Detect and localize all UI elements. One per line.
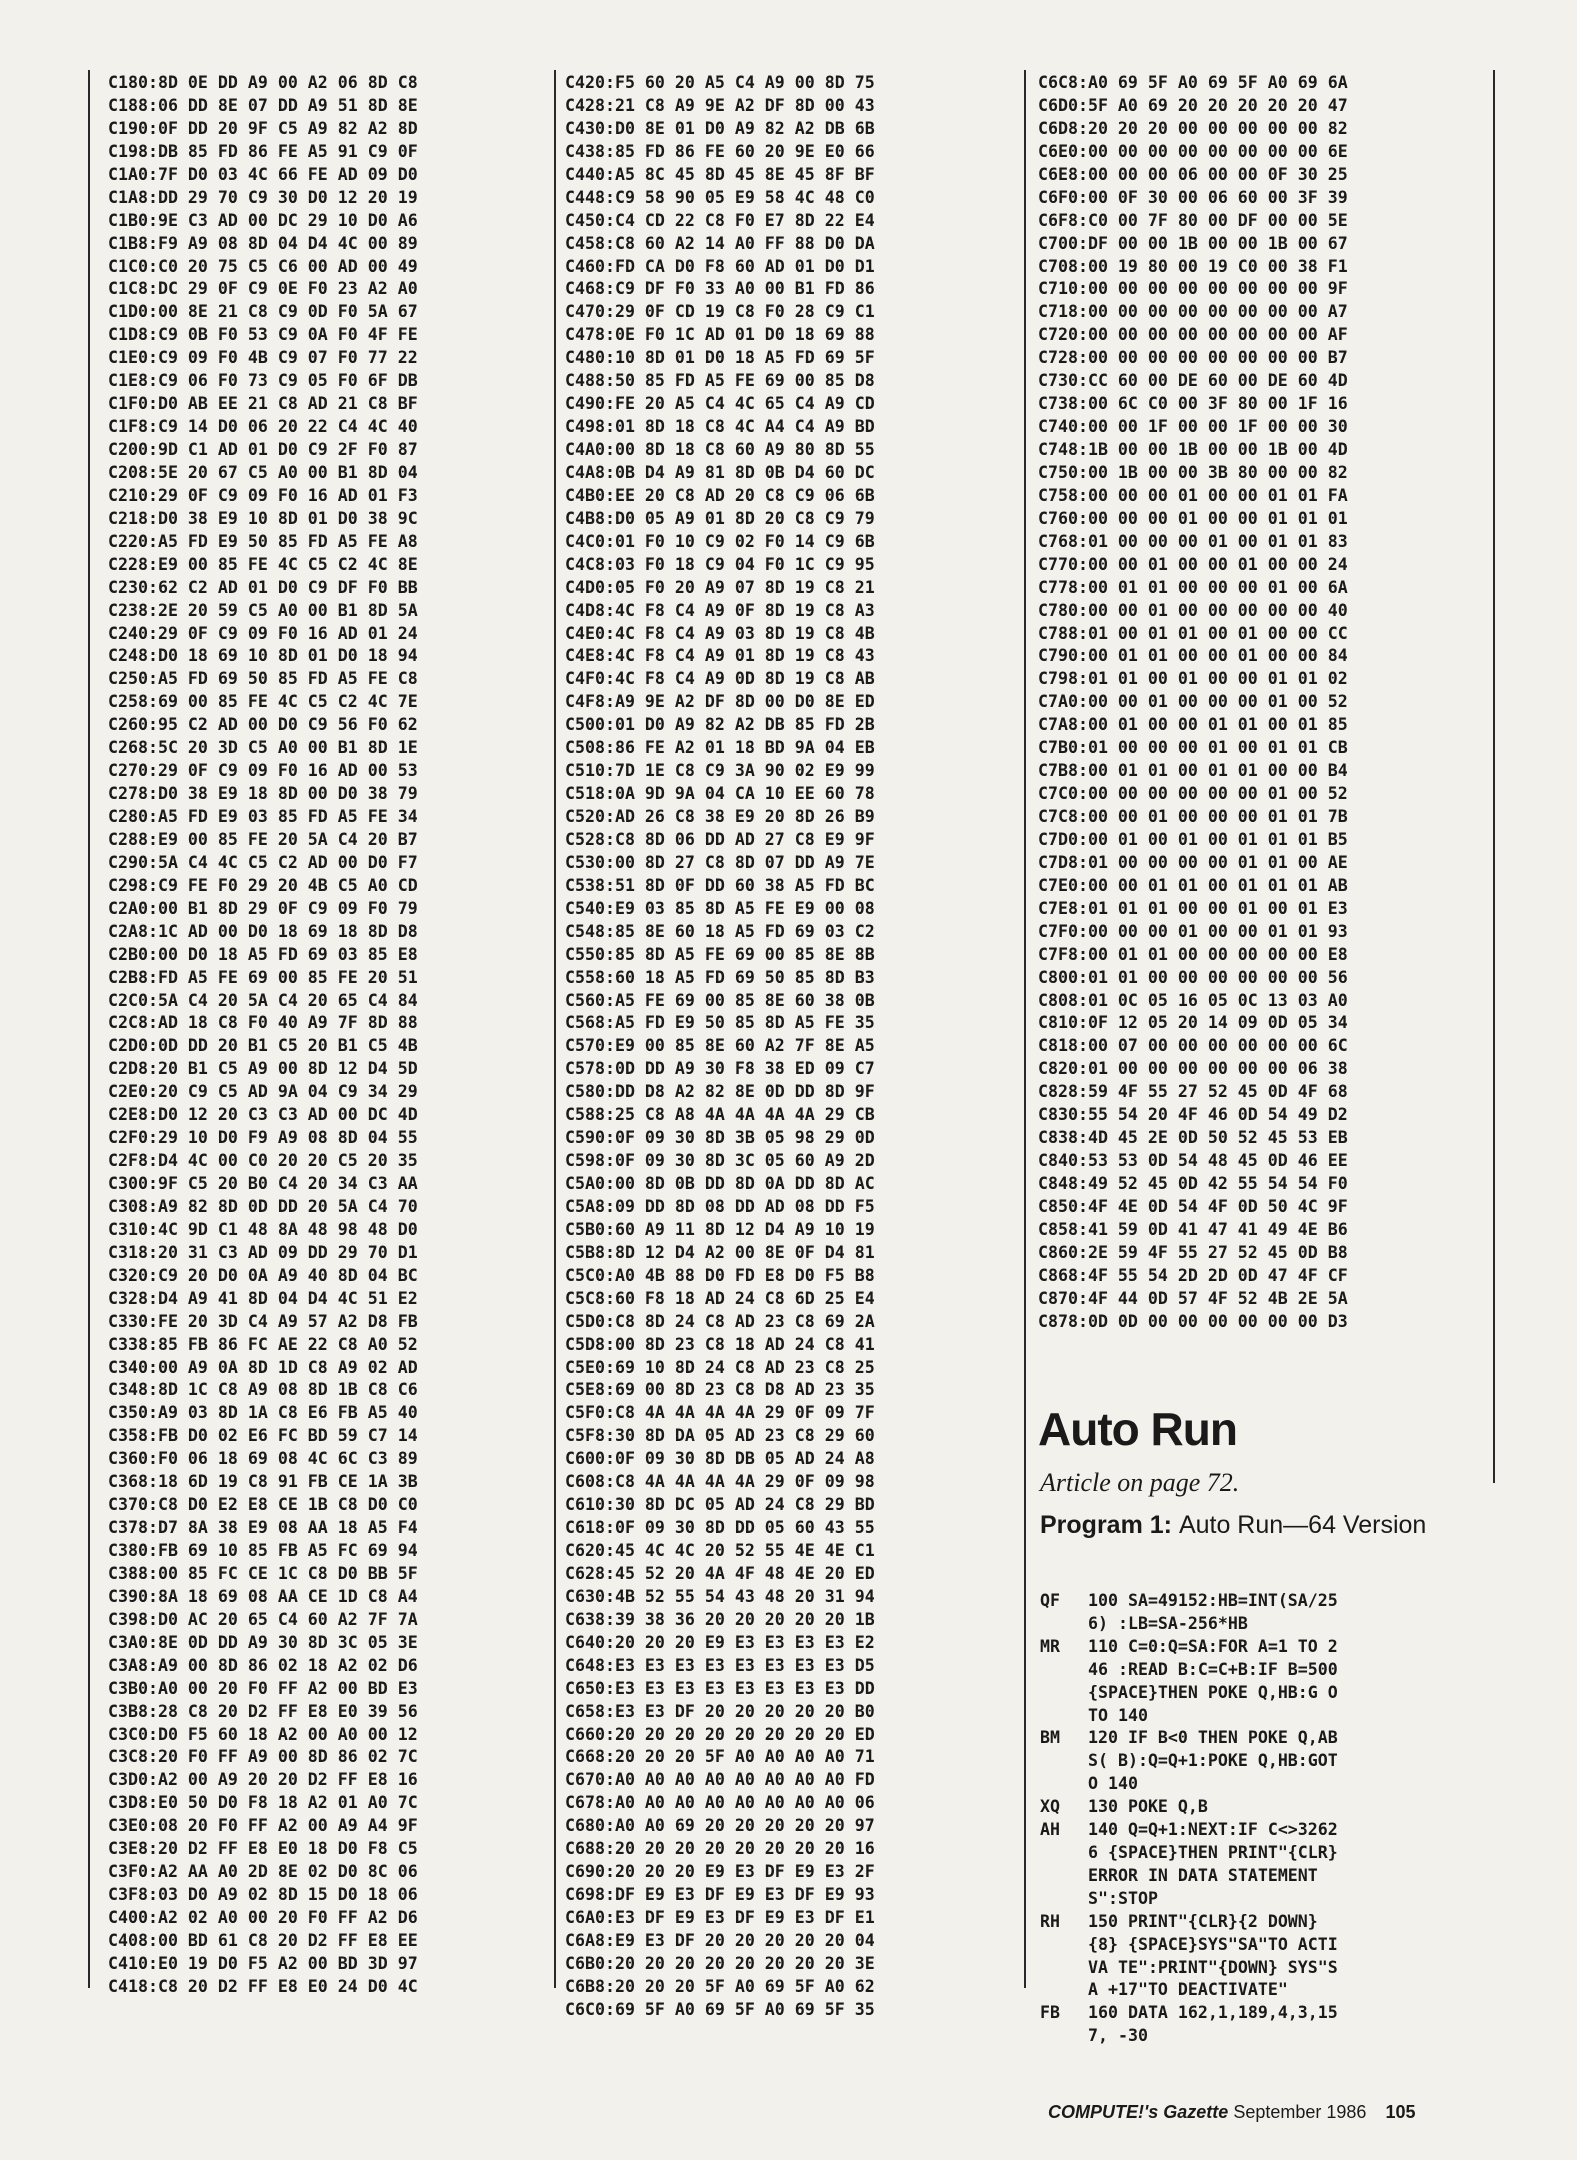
hex-line: C240:29 0F C9 09 F0 16 AD 01 24 xyxy=(108,623,418,643)
hex-line: C330:FE 20 3D C4 A9 57 A2 D8 FB xyxy=(108,1311,418,1331)
hex-line: C248:D0 18 69 10 8D 01 D0 18 94 xyxy=(108,646,418,666)
basic-checksum: FB xyxy=(1040,2003,1060,2023)
hex-line: C610:30 8D DC 05 AD 24 C8 29 BD xyxy=(565,1495,875,1515)
basic-code: 140 Q=Q+1:NEXT:IF C<>32626 {SPACE}THEN PRINT"{CLR} ERROR IN DATA STATEMENT S":STOP xyxy=(1088,1820,1348,1908)
hex-line: C1B8:F9 A9 08 8D 04 D4 4C 00 89 xyxy=(108,233,418,253)
hex-line: C568:A5 FD E9 50 85 8D A5 FE 35 xyxy=(565,1013,875,1033)
hex-line: C5C8:60 F8 18 AD 24 C8 6D 25 E4 xyxy=(565,1288,875,1308)
basic-line xyxy=(1040,1796,1338,1819)
basic-code: 120 IF B<0 THEN POKE Q,ABS( B):Q=Q+1:POKE Q,HB:GOTO 140 xyxy=(1088,1728,1338,1794)
footer-publication: COMPUTE!'s Gazette xyxy=(1048,2102,1229,2122)
hex-line: C750:00 1B 00 00 3B 80 00 00 82 xyxy=(1038,462,1348,482)
hex-line: C470:29 0F CD 19 C8 F0 28 C9 C1 xyxy=(565,302,875,322)
hex-line: C460:FD CA D0 F8 60 AD 01 D0 D1 xyxy=(565,256,875,276)
hex-line: C678:A0 A0 A0 A0 A0 A0 A0 A0 06 xyxy=(565,1793,875,1813)
hex-line: C198:DB 85 FD 86 FE A5 91 C9 0F xyxy=(108,141,418,161)
hex-line: C530:00 8D 27 C8 8D 07 DD A9 7E xyxy=(565,852,875,872)
hex-line: C768:01 00 00 00 01 00 01 01 83 xyxy=(1038,531,1348,551)
hex-line: C228:E9 00 85 FE 4C C5 C2 4C 8E xyxy=(108,554,418,574)
hex-line: C528:C8 8D 06 DD AD 27 C8 E9 9F xyxy=(565,829,875,849)
hex-line: C318:20 31 C3 AD 09 DD 29 70 D1 xyxy=(108,1242,418,1262)
program-number: Program 1: xyxy=(1040,1511,1172,1539)
hex-line: C188:06 DD 8E 07 DD A9 51 8D 8E xyxy=(108,95,418,115)
hex-line: C4D0:05 F0 20 A9 07 8D 19 C8 21 xyxy=(565,577,875,597)
hex-line: C838:4D 45 2E 0D 50 52 45 53 EB xyxy=(1038,1128,1348,1148)
hex-line: C230:62 C2 AD 01 D0 C9 DF F0 BB xyxy=(108,577,418,597)
hex-listing-1 xyxy=(108,72,418,1999)
basic-line xyxy=(1040,1636,1348,1728)
hex-line: C518:0A 9D 9A 04 CA 10 EE 60 78 xyxy=(565,784,875,804)
basic-code: 160 DATA 162,1,189,4,3,157, -30 xyxy=(1088,2003,1338,2046)
hex-line: C4E8:4C F8 C4 A9 01 8D 19 C8 43 xyxy=(565,646,875,666)
hex-line: C810:0F 12 05 20 14 09 0D 05 34 xyxy=(1038,1013,1348,1033)
basic-code: 150 PRINT"{CLR}{2 DOWN}{8} {SPACE}SYS"SA"TO ACTIVA TE":PRINT"{DOWN} SYS"SA +17"TO DEACTIVATE" xyxy=(1088,1911,1338,2000)
hex-line: C688:20 20 20 20 20 20 20 20 16 xyxy=(565,1839,875,1859)
hex-line: C5F0:C8 4A 4A 4A 4A 29 0F 09 7F xyxy=(565,1403,875,1423)
hex-line: C370:C8 D0 E2 E8 CE 1B C8 D0 C0 xyxy=(108,1495,418,1515)
hex-line: C400:A2 02 A0 00 20 F0 FF A2 D6 xyxy=(108,1908,418,1927)
hex-line: C1C0:C0 20 75 C5 C6 00 AD 00 49 xyxy=(108,256,418,276)
hex-line: C2C0:5A C4 20 5A C4 20 65 C4 84 xyxy=(108,990,418,1010)
hex-line: C6F8:C0 00 7F 80 00 DF 00 00 5E xyxy=(1038,210,1348,230)
hex-line: C670:A0 A0 A0 A0 A0 A0 A0 A0 FD xyxy=(565,1770,875,1790)
hex-line: C1F0:D0 AB EE 21 C8 AD 21 C8 BF xyxy=(108,394,418,414)
hex-line: C350:A9 03 8D 1A C8 E6 FB A5 40 xyxy=(108,1403,418,1423)
hex-line: C348:8D 1C C8 A9 08 8D 1B C8 C6 xyxy=(108,1380,418,1400)
hex-line: C628:45 52 20 4A 4F 48 4E 20 ED xyxy=(565,1563,875,1583)
hex-line: C6C0:69 5F A0 69 5F A0 69 5F 35 xyxy=(565,1999,875,2019)
hex-line: C748:1B 00 00 1B 00 00 1B 00 4D xyxy=(1038,440,1348,459)
hex-column-1 xyxy=(108,72,418,1999)
hex-line: C458:C8 60 A2 14 A0 FF 88 D0 DA xyxy=(565,233,875,253)
hex-line: C1A0:7F D0 03 4C 66 FE AD 09 D0 xyxy=(108,164,418,184)
hex-line: C2A8:1C AD 00 D0 18 69 18 8D D8 xyxy=(108,921,418,941)
hex-line: C3E8:20 D2 FF E8 E0 18 D0 F8 C5 xyxy=(108,1839,418,1859)
hex-line: C828:59 4F 55 27 52 45 0D 4F 68 xyxy=(1038,1082,1348,1102)
hex-line: C6A8:E9 E3 DF 20 20 20 20 20 04 xyxy=(565,1930,875,1950)
page-footer xyxy=(1048,2102,1415,2123)
hex-line: C3A8:A9 00 8D 86 02 18 A2 02 D6 xyxy=(108,1655,418,1675)
hex-line: C540:E9 03 85 8D A5 FE E9 00 08 xyxy=(565,898,875,918)
hex-line: C2B8:FD A5 FE 69 00 85 FE 20 51 xyxy=(108,967,418,987)
hex-line: C690:20 20 20 E9 E3 DF E9 E3 2F xyxy=(565,1862,875,1882)
hex-line: C368:18 6D 19 C8 91 FB CE 1A 3B xyxy=(108,1472,418,1492)
hex-line: C360:F0 06 18 69 08 4C 6C C3 89 xyxy=(108,1449,418,1469)
hex-line: C7C0:00 00 00 00 00 00 01 00 52 xyxy=(1038,784,1348,804)
hex-line: C308:A9 82 8D 0D DD 20 5A C4 70 xyxy=(108,1196,418,1216)
hex-line: C4B0:EE 20 C8 AD 20 C8 C9 06 6B xyxy=(565,485,875,505)
basic-line xyxy=(1040,1590,1338,1636)
basic-checksum: AH xyxy=(1040,1820,1060,1840)
hex-line: C848:49 52 45 0D 42 55 54 54 F0 xyxy=(1038,1174,1348,1193)
hex-line: C218:D0 38 E9 10 8D 01 D0 38 9C xyxy=(108,508,418,528)
hex-line: C5E8:69 00 8D 23 C8 D8 AD 23 35 xyxy=(565,1380,875,1400)
hex-line: C398:D0 AC 20 65 C4 60 A2 7F 7A xyxy=(108,1609,418,1629)
hex-line: C640:20 20 20 E9 E3 E3 E3 E3 E2 xyxy=(565,1632,875,1652)
hex-line: C190:0F DD 20 9F C5 A9 82 A2 8D xyxy=(108,118,418,138)
hex-line: C250:A5 FD 69 50 85 FD A5 FE C8 xyxy=(108,669,418,689)
hex-line: C818:00 07 00 00 00 00 00 00 6C xyxy=(1038,1036,1348,1056)
hex-line: C648:E3 E3 E3 E3 E3 E3 E3 E3 D5 xyxy=(565,1655,875,1675)
hex-line: C560:A5 FE 69 00 85 8E 60 38 0B xyxy=(565,990,875,1010)
hex-line: C328:D4 A9 41 8D 04 D4 4C 51 E2 xyxy=(108,1288,418,1308)
hex-line: C438:85 FD 86 FE 60 20 9E E0 66 xyxy=(565,141,875,161)
hex-line: C808:01 0C 05 16 05 0C 13 03 A0 xyxy=(1038,990,1348,1010)
hex-line: C6D8:20 20 20 00 00 00 00 00 82 xyxy=(1038,118,1348,138)
hex-line: C620:45 4C 4C 20 52 55 4E 4E C1 xyxy=(565,1541,875,1560)
hex-line: C278:D0 38 E9 18 8D 00 D0 38 79 xyxy=(108,784,418,804)
program-subtitle: Auto Run—64 Version xyxy=(1178,1511,1427,1539)
column-rule-right xyxy=(1493,70,1495,1483)
hex-line: C3A0:8E 0D DD A9 30 8D 3C 05 3E xyxy=(108,1632,418,1652)
hex-line: C7A0:00 00 01 00 00 00 01 00 52 xyxy=(1038,692,1348,712)
hex-line: C798:01 01 00 01 00 00 01 01 02 xyxy=(1038,669,1348,689)
hex-line: C4A0:00 8D 18 C8 60 A9 80 8D 55 xyxy=(565,440,875,459)
hex-line: C180:8D 0E DD A9 00 A2 06 8D C8 xyxy=(108,73,418,92)
hex-line: C600:0F 09 30 8D DB 05 AD 24 A8 xyxy=(565,1449,875,1469)
hex-line: C258:69 00 85 FE 4C C5 C2 4C 7E xyxy=(108,692,418,712)
hex-line: C6F0:00 0F 30 00 06 60 00 3F 39 xyxy=(1038,187,1348,207)
hex-line: C780:00 00 01 00 00 00 00 00 40 xyxy=(1038,600,1348,620)
hex-line: C3E0:08 20 F0 FF A2 00 A9 A4 9F xyxy=(108,1816,418,1836)
hex-line: C428:21 C8 A9 9E A2 DF 8D 00 43 xyxy=(565,95,875,115)
basic-checksum: XQ xyxy=(1040,1797,1060,1817)
hex-line: C840:53 53 0D 54 48 45 0D 46 EE xyxy=(1038,1151,1348,1171)
column-rule-2 xyxy=(1024,70,1026,1988)
hex-line: C5B0:60 A9 11 8D 12 D4 A9 10 19 xyxy=(565,1219,875,1239)
hex-line: C450:C4 CD 22 C8 F0 E7 8D 22 E4 xyxy=(565,210,875,230)
hex-line: C558:60 18 A5 FD 69 50 85 8D B3 xyxy=(565,967,875,987)
basic-checksum: MR xyxy=(1040,1636,1060,1656)
hex-line: C608:C8 4A 4A 4A 4A 29 0F 09 98 xyxy=(565,1472,875,1492)
column-rule-1 xyxy=(554,70,556,1988)
hex-line: C7A8:00 01 00 00 01 01 00 01 85 xyxy=(1038,715,1348,735)
hex-line: C420:F5 60 20 A5 C4 A9 00 8D 75 xyxy=(565,73,875,92)
hex-line: C270:29 0F C9 09 F0 16 AD 00 53 xyxy=(108,761,418,781)
article-reference: Article on page 72. xyxy=(1040,1468,1240,1497)
hex-line: C618:0F 09 30 8D DD 05 60 43 55 xyxy=(565,1518,875,1538)
hex-line: C2D8:20 B1 C5 A9 00 8D 12 D4 5D xyxy=(108,1059,418,1079)
hex-line: C380:FB 69 10 85 FB A5 FC 69 94 xyxy=(108,1541,418,1560)
hex-line: C410:E0 19 D0 F5 A2 00 BD 3D 97 xyxy=(108,1953,418,1973)
hex-line: C650:E3 E3 E3 E3 E3 E3 E3 E3 DD xyxy=(565,1678,875,1698)
hex-line: C1C8:DC 29 0F C9 0E F0 23 A2 A0 xyxy=(108,279,418,299)
hex-line: C320:C9 20 D0 0A A9 40 8D 04 BC xyxy=(108,1265,418,1285)
hex-line: C758:00 00 00 01 00 00 01 01 FA xyxy=(1038,485,1348,505)
hex-line: C3F8:03 D0 A9 02 8D 15 D0 18 06 xyxy=(108,1885,418,1905)
basic-line xyxy=(1040,1727,1338,1796)
hex-line: C868:4F 55 54 2D 2D 0D 47 4F CF xyxy=(1038,1265,1348,1285)
hex-line: C1D0:00 8E 21 C8 C9 0D F0 5A 67 xyxy=(108,302,418,322)
hex-line: C878:0D 0D 00 00 00 00 00 00 D3 xyxy=(1038,1311,1348,1331)
hex-line: C538:51 8D 0F DD 60 38 A5 FD BC xyxy=(565,875,875,895)
hex-line: C548:85 8E 60 18 A5 FD 69 03 C2 xyxy=(565,921,875,941)
hex-line: C280:A5 FD E9 03 85 FD A5 FE 34 xyxy=(108,807,418,826)
hex-line: C638:39 38 36 20 20 20 20 20 1B xyxy=(565,1609,875,1629)
hex-line: C510:7D 1E C8 C9 3A 90 02 E9 99 xyxy=(565,761,875,781)
hex-line: C5B8:8D 12 D4 A2 00 8E 0F D4 81 xyxy=(565,1242,875,1262)
hex-line: C7B8:00 01 01 00 01 01 00 00 B4 xyxy=(1038,761,1348,781)
hex-line: C498:01 8D 18 C8 4C A4 C4 A9 BD xyxy=(565,417,875,437)
hex-line: C4C0:01 F0 10 C9 02 F0 14 C9 6B xyxy=(565,531,875,551)
hex-line: C468:C9 DF F0 33 A0 00 B1 FD 86 xyxy=(565,279,875,299)
hex-line: C6B0:20 20 20 20 20 20 20 20 3E xyxy=(565,1953,875,1973)
hex-line: C6C8:A0 69 5F A0 69 5F A0 69 6A xyxy=(1038,73,1348,92)
hex-line: C3C0:D0 F5 60 18 A2 00 A0 00 12 xyxy=(108,1724,418,1744)
hex-line: C710:00 00 00 00 00 00 00 00 9F xyxy=(1038,279,1348,299)
hex-line: C760:00 00 00 01 00 00 01 01 01 xyxy=(1038,508,1348,528)
hex-line: C520:AD 26 C8 38 E9 20 8D 26 B9 xyxy=(565,807,875,826)
hex-line: C268:5C 20 3D C5 A0 00 B1 8D 1E xyxy=(108,738,418,758)
program-title xyxy=(1040,1510,1426,1540)
basic-checksum: BM xyxy=(1040,1728,1060,1748)
hex-line: C6E8:00 00 00 06 00 00 0F 30 25 xyxy=(1038,164,1348,184)
hex-line: C730:CC 60 00 DE 60 00 DE 60 4D xyxy=(1038,371,1348,391)
hex-line: C738:00 6C C0 00 3F 80 00 1F 16 xyxy=(1038,394,1348,414)
hex-line: C4A8:0B D4 A9 81 8D 0B D4 60 DC xyxy=(565,462,875,482)
hex-line: C4E0:4C F8 C4 A9 03 8D 19 C8 4B xyxy=(565,623,875,643)
footer-page-number: 105 xyxy=(1385,2102,1416,2122)
hex-column-2 xyxy=(565,72,875,2022)
hex-line: C340:00 A9 0A 8D 1D C8 A9 02 AD xyxy=(108,1357,418,1377)
hex-column-3 xyxy=(1038,72,1348,1334)
hex-line: C6A0:E3 DF E9 E3 DF E9 E3 DF E1 xyxy=(565,1908,875,1927)
basic-line xyxy=(1040,1911,1338,2003)
hex-line: C478:0E F0 1C AD 01 D0 18 69 88 xyxy=(565,325,875,345)
hex-line: C598:0F 09 30 8D 3C 05 60 A9 2D xyxy=(565,1151,875,1171)
hex-line: C550:85 8D A5 FE 69 00 85 8E 8B xyxy=(565,944,875,964)
hex-line: C4C8:03 F0 18 C9 04 F0 1C C9 95 xyxy=(565,554,875,574)
hex-line: C2E0:20 C9 C5 AD 9A 04 C9 34 29 xyxy=(108,1082,418,1102)
hex-line: C860:2E 59 4F 55 27 52 45 0D B8 xyxy=(1038,1242,1348,1262)
hex-line: C440:A5 8C 45 8D 45 8E 45 8F BF xyxy=(565,164,875,184)
hex-listing-2 xyxy=(565,72,875,2022)
hex-line: C3D8:E0 50 D0 F8 18 A2 01 A0 7C xyxy=(108,1793,418,1813)
hex-line: C7E0:00 00 01 01 00 01 01 01 AB xyxy=(1038,875,1348,895)
hex-line: C740:00 00 1F 00 00 1F 00 00 30 xyxy=(1038,417,1348,437)
hex-line: C6E0:00 00 00 00 00 00 00 00 6E xyxy=(1038,141,1348,161)
hex-line: C7F8:00 01 01 00 00 00 00 00 E8 xyxy=(1038,944,1348,964)
hex-line: C338:85 FB 86 FC AE 22 C8 A0 52 xyxy=(108,1334,418,1354)
footer-date: September 1986 xyxy=(1233,2102,1367,2122)
basic-line xyxy=(1040,2002,1338,2048)
hex-line: C658:E3 E3 DF 20 20 20 20 20 B0 xyxy=(565,1701,875,1721)
hex-line: C448:C9 58 90 05 E9 58 4C 48 C0 xyxy=(565,187,875,207)
hex-line: C588:25 C8 A8 4A 4A 4A 4A 29 CB xyxy=(565,1105,875,1125)
hex-line: C5A8:09 DD 8D 08 DD AD 08 DD F5 xyxy=(565,1196,875,1216)
hex-line: C5C0:A0 4B 88 D0 FD E8 D0 F5 B8 xyxy=(565,1265,875,1285)
hex-line: C210:29 0F C9 09 F0 16 AD 01 F3 xyxy=(108,485,418,505)
hex-line: C5E0:69 10 8D 24 C8 AD 23 C8 25 xyxy=(565,1357,875,1377)
hex-line: C3D0:A2 00 A9 20 20 D2 FF E8 16 xyxy=(108,1770,418,1790)
hex-line: C728:00 00 00 00 00 00 00 00 B7 xyxy=(1038,348,1348,368)
hex-line: C770:00 00 01 00 00 01 00 00 24 xyxy=(1038,554,1348,574)
hex-line: C2C8:AD 18 C8 F0 40 A9 7F 8D 88 xyxy=(108,1013,418,1033)
hex-line: C788:01 00 01 01 00 01 00 00 CC xyxy=(1038,623,1348,643)
basic-code: 110 C=0:Q=SA:FOR A=1 TO 246 :READ B:C=C+B:IF B=500 {SPACE}THEN POKE Q,HB:G OTO 140 xyxy=(1088,1636,1348,1725)
hex-line: C2F8:D4 4C 00 C0 20 20 C5 20 35 xyxy=(108,1151,418,1171)
hex-line: C1F8:C9 14 D0 06 20 22 C4 4C 40 xyxy=(108,417,418,437)
hex-line: C718:00 00 00 00 00 00 00 00 A7 xyxy=(1038,302,1348,322)
hex-line: C630:4B 52 55 54 43 48 20 31 94 xyxy=(565,1586,875,1606)
hex-line: C3F0:A2 AA A0 2D 8E 02 D0 8C 06 xyxy=(108,1862,418,1882)
hex-line: C488:50 85 FD A5 FE 69 00 85 D8 xyxy=(565,371,875,391)
hex-listing-3 xyxy=(1038,72,1348,1334)
hex-line: C1B0:9E C3 AD 00 DC 29 10 D0 A6 xyxy=(108,210,418,230)
hex-line: C3B0:A0 00 20 F0 FF A2 00 BD E3 xyxy=(108,1678,418,1698)
hex-line: C660:20 20 20 20 20 20 20 20 ED xyxy=(565,1724,875,1744)
hex-line: C830:55 54 20 4F 46 0D 54 49 D2 xyxy=(1038,1105,1348,1125)
hex-line: C1E0:C9 09 F0 4B C9 07 F0 77 22 xyxy=(108,348,418,368)
basic-line xyxy=(1040,1819,1348,1911)
hex-line: C310:4C 9D C1 48 8A 48 98 48 D0 xyxy=(108,1219,418,1239)
hex-line: C480:10 8D 01 D0 18 A5 FD 69 5F xyxy=(565,348,875,368)
hex-line: C2D0:0D DD 20 B1 C5 20 B1 C5 4B xyxy=(108,1036,418,1056)
hex-line: C5A0:00 8D 0B DD 8D 0A DD 8D AC xyxy=(565,1174,875,1193)
hex-line: C698:DF E9 E3 DF E9 E3 DF E9 93 xyxy=(565,1885,875,1905)
hex-line: C778:00 01 01 00 00 00 01 00 6A xyxy=(1038,577,1348,597)
hex-line: C288:E9 00 85 FE 20 5A C4 20 B7 xyxy=(108,829,418,849)
hex-line: C490:FE 20 A5 C4 4C 65 C4 A9 CD xyxy=(565,394,875,414)
hex-line: C850:4F 4E 0D 54 4F 0D 50 4C 9F xyxy=(1038,1196,1348,1216)
hex-line: C300:9F C5 20 B0 C4 20 34 C3 AA xyxy=(108,1174,418,1193)
hex-line: C378:D7 8A 38 E9 08 AA 18 A5 F4 xyxy=(108,1518,418,1538)
hex-line: C590:0F 09 30 8D 3B 05 98 29 0D xyxy=(565,1128,875,1148)
hex-line: C5D8:00 8D 23 C8 18 AD 24 C8 41 xyxy=(565,1334,875,1354)
basic-checksum: RH xyxy=(1040,1911,1060,1931)
hex-line: C200:9D C1 AD 01 D0 C9 2F F0 87 xyxy=(108,440,418,459)
hex-line: C358:FB D0 02 E6 FC BD 59 C7 14 xyxy=(108,1426,418,1446)
hex-line: C2E8:D0 12 20 C3 C3 AD 00 DC 4D xyxy=(108,1105,418,1125)
hex-line: C800:01 01 00 00 00 00 00 00 56 xyxy=(1038,967,1348,987)
hex-line: C4F8:A9 9E A2 DF 8D 00 D0 8E ED xyxy=(565,692,875,712)
hex-line: C508:86 FE A2 01 18 BD 9A 04 EB xyxy=(565,738,875,758)
hex-line: C408:00 BD 61 C8 20 D2 FF E8 EE xyxy=(108,1930,418,1950)
hex-line: C700:DF 00 00 1B 00 00 1B 00 67 xyxy=(1038,233,1348,253)
hex-line: C388:00 85 FC CE 1C C8 D0 BB 5F xyxy=(108,1563,418,1583)
hex-line: C2A0:00 B1 8D 29 0F C9 09 F0 79 xyxy=(108,898,418,918)
basic-code: 130 POKE Q,B xyxy=(1088,1797,1208,1817)
hex-line: C820:01 00 00 00 00 00 00 06 38 xyxy=(1038,1059,1348,1079)
hex-line: C858:41 59 0D 41 47 41 49 4E B6 xyxy=(1038,1219,1348,1239)
hex-line: C2B0:00 D0 18 A5 FD 69 03 85 E8 xyxy=(108,944,418,964)
hex-line: C7D8:01 00 00 00 00 01 01 00 AE xyxy=(1038,852,1348,872)
hex-line: C500:01 D0 A9 82 A2 DB 85 FD 2B xyxy=(565,715,875,735)
hex-line: C7D0:00 01 00 01 00 01 01 01 B5 xyxy=(1038,829,1348,849)
basic-checksum: QF xyxy=(1040,1591,1060,1610)
hex-line: C3C8:20 F0 FF A9 00 8D 86 02 7C xyxy=(108,1747,418,1767)
hex-line: C708:00 19 80 00 19 C0 00 38 F1 xyxy=(1038,256,1348,276)
hex-line: C290:5A C4 4C C5 C2 AD 00 D0 F7 xyxy=(108,852,418,872)
hex-line: C260:95 C2 AD 00 D0 C9 56 F0 62 xyxy=(108,715,418,735)
hex-line: C870:4F 44 0D 57 4F 52 4B 2E 5A xyxy=(1038,1288,1348,1308)
hex-line: C4F0:4C F8 C4 A9 0D 8D 19 C8 AB xyxy=(565,669,875,689)
hex-line: C7E8:01 01 01 00 00 01 00 01 E3 xyxy=(1038,898,1348,918)
hex-line: C668:20 20 20 5F A0 A0 A0 A0 71 xyxy=(565,1747,875,1767)
hex-line: C430:D0 8E 01 D0 A9 82 A2 DB 6B xyxy=(565,118,875,138)
hex-line: C720:00 00 00 00 00 00 00 00 AF xyxy=(1038,325,1348,345)
hex-line: C1E8:C9 06 F0 73 C9 05 F0 6F DB xyxy=(108,371,418,391)
hex-line: C570:E9 00 85 8E 60 A2 7F 8E A5 xyxy=(565,1036,875,1056)
hex-line: C1A8:DD 29 70 C9 30 D0 12 20 19 xyxy=(108,187,418,207)
hex-line: C5F8:30 8D DA 05 AD 23 C8 29 60 xyxy=(565,1426,875,1446)
hex-line: C7B0:01 00 00 00 01 00 01 01 CB xyxy=(1038,738,1348,758)
hex-line: C7F0:00 00 00 01 00 00 01 01 93 xyxy=(1038,921,1348,941)
hex-line: C580:DD D8 A2 82 8E 0D DD 8D 9F xyxy=(565,1082,875,1102)
hex-line: C5D0:C8 8D 24 C8 AD 23 C8 69 2A xyxy=(565,1311,875,1331)
hex-line: C418:C8 20 D2 FF E8 E0 24 D0 4C xyxy=(108,1976,418,1996)
hex-line: C4D8:4C F8 C4 A9 0F 8D 19 C8 A3 xyxy=(565,600,875,620)
hex-line: C1D8:C9 0B F0 53 C9 0A F0 4F FE xyxy=(108,325,418,345)
basic-listing xyxy=(1040,1590,1348,2048)
hex-line: C3B8:28 C8 20 D2 FF E8 E0 39 56 xyxy=(108,1701,418,1721)
hex-line: C208:5E 20 67 C5 A0 00 B1 8D 04 xyxy=(108,462,418,482)
column-rule-left xyxy=(88,70,90,1988)
hex-line: C298:C9 FE F0 29 20 4B C5 A0 CD xyxy=(108,875,418,895)
basic-code: 100 SA=49152:HB=INT(SA/256) :LB=SA-256*HB xyxy=(1088,1591,1338,1633)
section-title: Auto Run xyxy=(1038,1403,1237,1455)
hex-line: C4B8:D0 05 A9 01 8D 20 C8 C9 79 xyxy=(565,508,875,528)
hex-line: C680:A0 A0 69 20 20 20 20 20 97 xyxy=(565,1816,875,1836)
hex-line: C390:8A 18 69 08 AA CE 1D C8 A4 xyxy=(108,1586,418,1606)
hex-line: C790:00 01 01 00 00 01 00 00 84 xyxy=(1038,646,1348,666)
hex-line: C6B8:20 20 20 5F A0 69 5F A0 62 xyxy=(565,1976,875,1996)
hex-line: C6D0:5F A0 69 20 20 20 20 20 47 xyxy=(1038,95,1348,115)
hex-line: C578:0D DD A9 30 F8 38 ED 09 C7 xyxy=(565,1059,875,1079)
hex-line: C7C8:00 00 01 00 00 00 01 01 7B xyxy=(1038,807,1348,826)
hex-line: C220:A5 FD E9 50 85 FD A5 FE A8 xyxy=(108,531,418,551)
hex-line: C2F0:29 10 D0 F9 A9 08 8D 04 55 xyxy=(108,1128,418,1148)
hex-line: C238:2E 20 59 C5 A0 00 B1 8D 5A xyxy=(108,600,418,620)
